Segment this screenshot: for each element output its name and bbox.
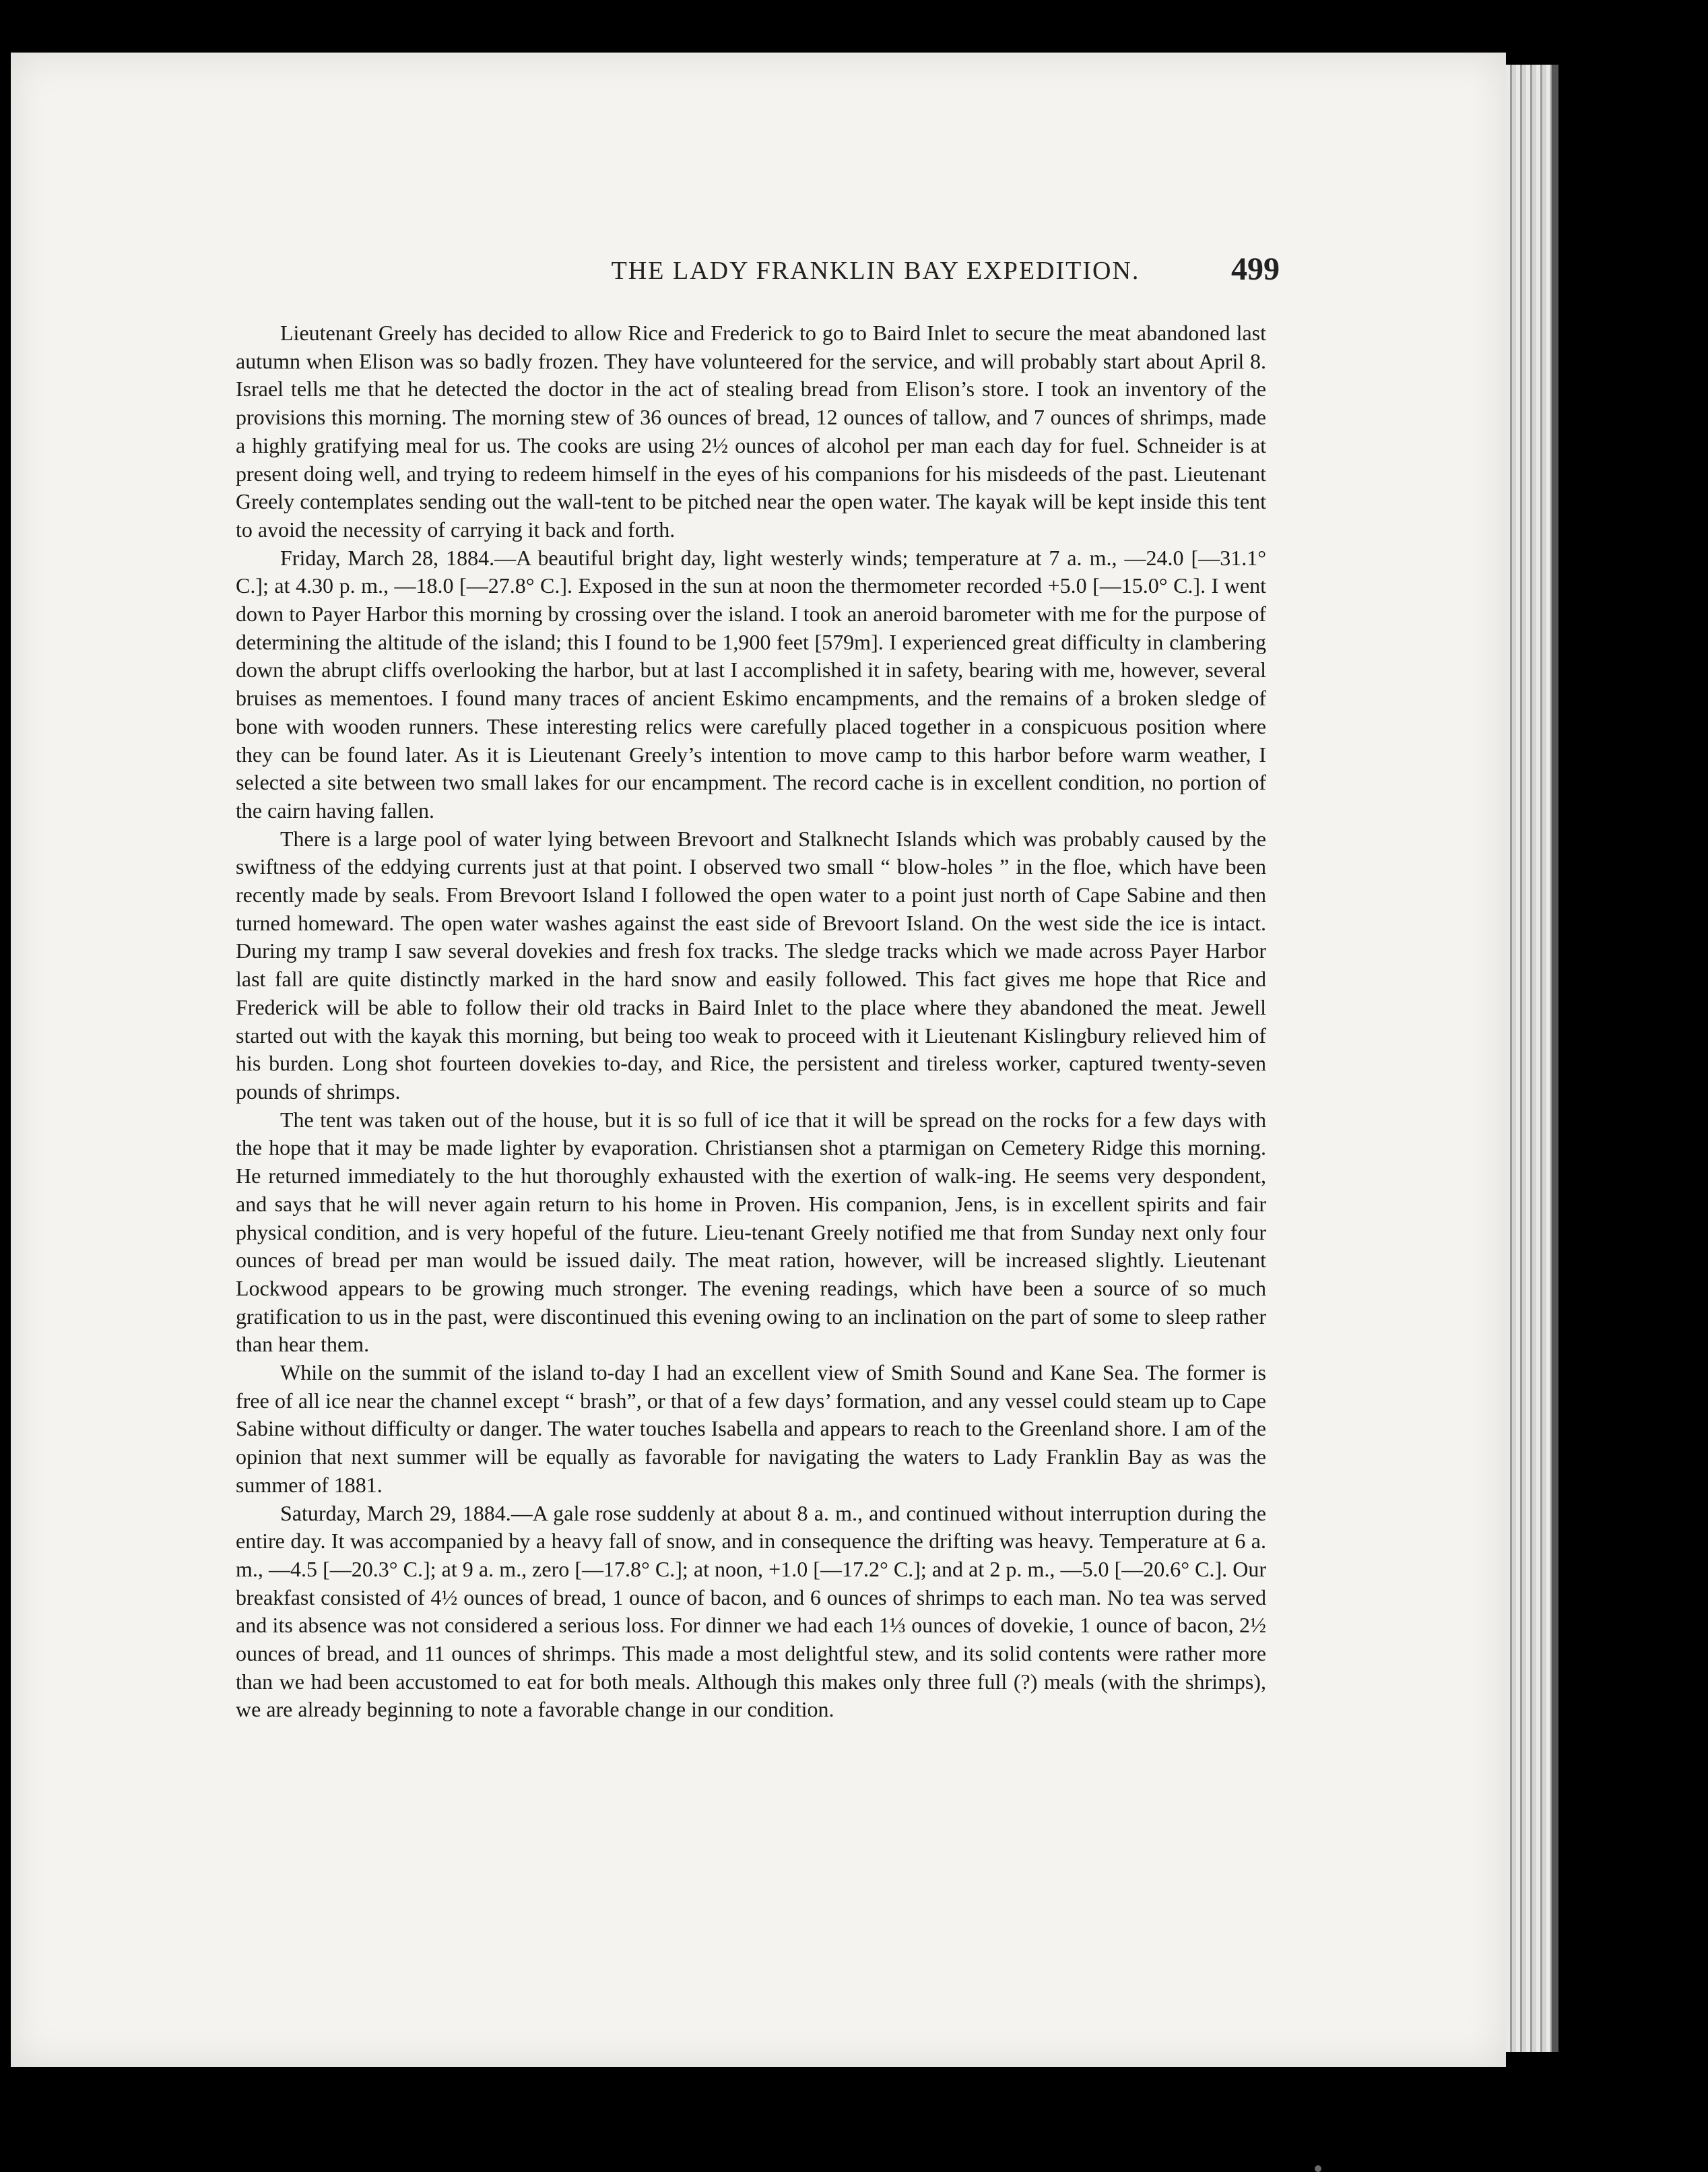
page-stack-edge xyxy=(1506,65,1552,2052)
paragraph: While on the summit of the island to-day I had an excellent view of Smith Sound and Kane Sea. The former is free of all ice near the channel except “ brash”, or that of a few days’ formation, and any vessel could steam up to Cape Sabine without difficulty or danger. The water touches Isabella and appears to reach to the Greenland shore. I am of the opinion that next summer will be equally as favorable for navigating the waters to Lady Franklin Bay as was the summer of 1881. xyxy=(236,1360,1266,1497)
paragraph: There is a large pool of water lying between Brevoort and Stalknecht Islands which was probably caused by the swiftness of the eddying currents just at that point. I observed two small “ blow-holes ” in the floe, which have been recently made by seals. From Brevoort Island I followed the open water to a point just north of Cape Sabine and then turned homeward. The open water washes against the east side of Brevoort Island. On the west side the ice is intact. During my tramp I saw several dovekies and fresh fox tracks. The sledge tracks which we made across Payer Harbor last fall are quite distinctly marked in the hard snow and easily followed. This fact gives me hope that Rice and Frederick will be able to follow their old tracks in Baird Inlet to the place where they abandoned the meat. Jewell started out with the kayak this morning, but being too weak to proceed with it Lieutenant Kislingbury relieved him of his burden. Long shot fourteen dovekies to-day, and Rice, the persistent and tireless worker, captured twenty-seven pounds of shrimps. xyxy=(236,826,1266,1104)
paragraph: Friday, March 28, 1884.—A beautiful bright day, light westerly winds; temperature at 7 a. m., —24.0 [—31.1° C.]; at 4.30 p. m., —18.0 [—27.8° C.]. Exposed in the sun at noon the thermometer recorded +5.0 [—15.0° C.]. I went down to Payer Harbor this morning by crossing over the island. I took an aneroid barometer with me for the purpose of determining the altitude of the island; this I found to be 1,900 feet [579m]. I experienced great difficulty in clambering down the abrupt cliffs overlooking the harbor, but at last I accomplished it in safety, bearing with me, however, several bruises as mementoes. I found many traces of ancient Eskimo encampments, and the remains of a broken sledge of bone with wooden runners. These interesting relics were carefully placed together in a conspicuous position where they can be found later. As it is Lieutenant Greely’s intention to move camp to this harbor before warm weather, I selected a site between two small lakes for our encampment. The record cache is in excellent condition, no portion of the cairn having fallen. xyxy=(236,545,1266,823)
page-body-text xyxy=(236,319,1266,1724)
paragraph: The tent was taken out of the house, but it is so full of ice that it will be spread on the rocks for a few days with the hope that it may be made lighter by evaporation. Christiansen shot a ptarmigan on Cemetery Ridge this morning. He returned immediately to the hut thoroughly exhausted with the exertion of walk-ing. He seems very despondent, and says that he will never again return to his home in Proven. His companion, Jens, is in excellent spirits and fair physical condition, and is very hopeful of the future. Lieu-tenant Greely notified me that from Sunday next only four ounces of bread per man would be issued daily. The meat ration, however, will be increased slightly. Lieutenant Lockwood appears to be growing much stronger. The evening readings, which have been a source of so much gratification to us in the past, were discontinued this evening owing to an inclination on the part of some to sleep rather than hear them. xyxy=(236,1107,1266,1357)
scuff-mark xyxy=(1315,2165,1321,2172)
paragraph: Lieutenant Greely has decided to allow Rice and Frederick to go to Baird Inlet to secure the meat abandoned last autumn when Elison was so badly frozen. They have volunteered for the service, and will probably start about April 8. Israel tells me that he detected the doctor in the act of stealing bread from Elison’s store. I took an inventory of the provisions this morning. The morning stew of 36 ounces of bread, 12 ounces of tallow, and 7 ounces of shrimps, made a highly gratifying meal for us. The cooks are using 2½ ounces of alcohol per man each day for fuel. Schneider is at present doing well, and trying to redeem himself in the eyes of his companions for his misdeeds of the past. Lieutenant Greely contemplates sending out the wall-tent to be pitched near the open water. The kayak will be kept inside this tent to avoid the necessity of carrying it back and forth. xyxy=(236,321,1266,542)
page-stack-shadow xyxy=(1552,65,1558,2052)
paragraph: Saturday, March 29, 1884.—A gale rose suddenly at about 8 a. m., and continued without interruption during the entire day. It was accompanied by a heavy fall of snow, and in consequence the drifting was heavy. Temperature at 6 a. m., —4.5 [—20.3° C.]; at 9 a. m., zero [—17.8° C.]; at noon, +1.0 [—17.2° C.]; and at 2 p. m., —5.0 [—20.6° C.]. Our breakfast consisted of 4½ ounces of bread, 1 ounce of bacon, and 6 ounces of shrimps to each man. No tea was served and its absence was not considered a serious loss. For dinner we had each 1⅓ ounces of dovekie, 1 ounce of bacon, 2½ ounces of bread, and 11 ounces of shrimps. This made a most delightful stew, and its solid contents were rather more than we had been accustomed to eat for both meals. Although this makes only three full (?) meals (with the shrimps), we are already beginning to note a favorable change in our condition. xyxy=(236,1500,1266,1722)
running-title: THE LADY FRANKLIN BAY EXPEDITION. xyxy=(611,257,1140,285)
page-number: 499 xyxy=(1231,251,1280,287)
